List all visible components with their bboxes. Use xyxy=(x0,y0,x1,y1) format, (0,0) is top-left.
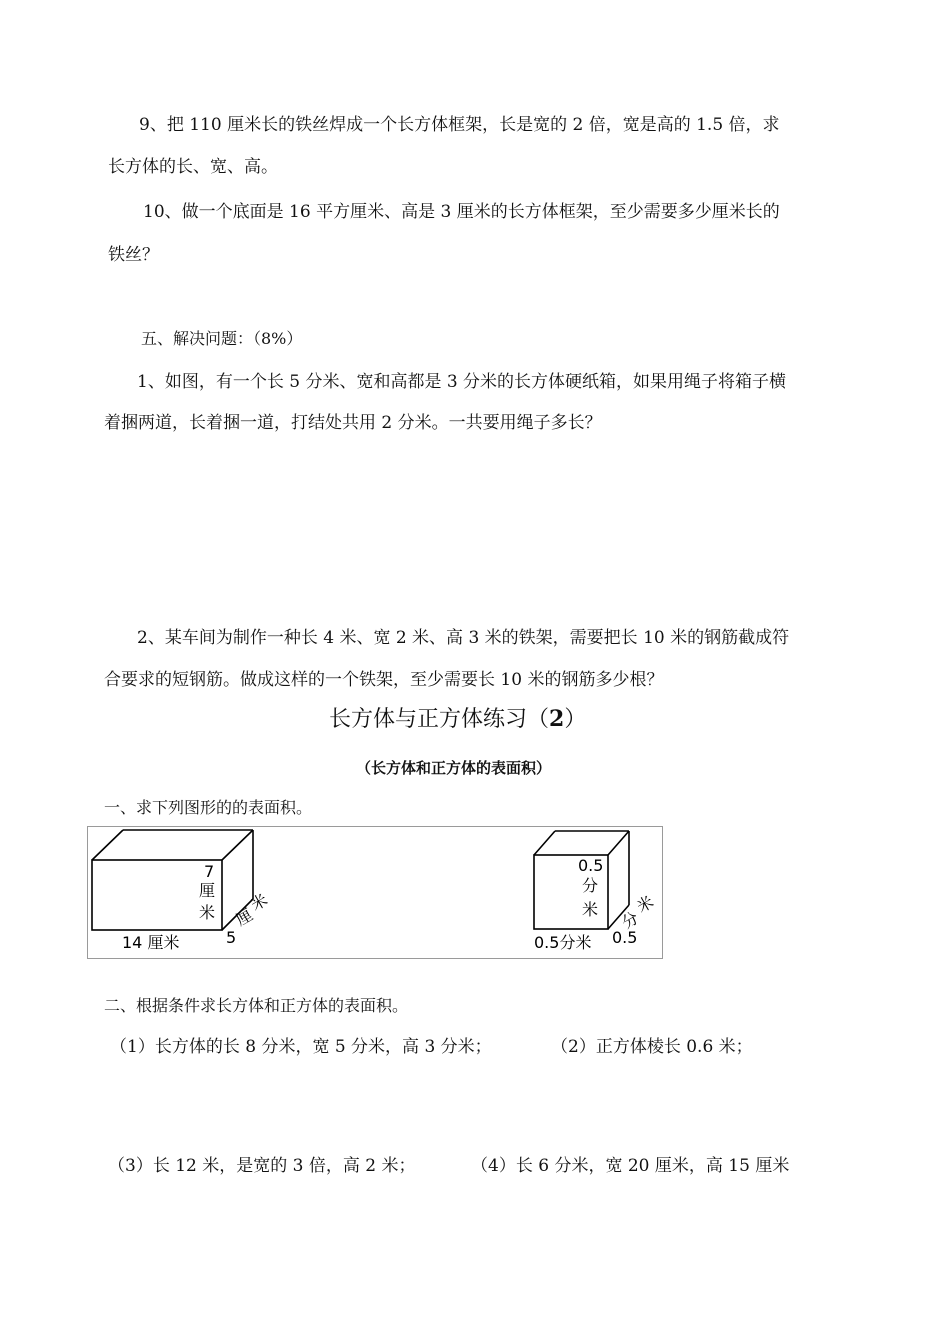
section5-heading: 五、解决问题：（8%） xyxy=(141,329,303,348)
cuboid-height-unit1: 厘 xyxy=(199,881,216,900)
part1-heading: 一、求下列图形的的表面积。 xyxy=(104,798,313,817)
cuboid-width-number: 5 xyxy=(226,928,237,947)
part2-item3: （3）长 12 米，是宽的 3 倍，高 2 米； xyxy=(108,1156,416,1176)
q10-line1: 10、做一个底面是 16 平方厘米、高是 3 厘米的长方体框架，至少需要多少厘米长的 xyxy=(143,202,780,222)
figure-box xyxy=(87,826,663,959)
part2-heading: 二、根据条件求长方体和正方体的表面积。 xyxy=(104,996,409,1015)
q10-line2: 铁丝？ xyxy=(108,245,159,265)
q9-line2: 长方体的长、宽、高。 xyxy=(108,157,278,177)
problem1-line1: 1、如图，有一个长 5 分米、宽和高都是 3 分米的长方体硬纸箱，如果用绳子将箱子横 xyxy=(137,372,787,392)
exercise-title: 长方体与正方体练习（2） xyxy=(329,706,587,732)
part2-item2: （2）正方体棱长 0.6 米； xyxy=(551,1037,753,1057)
exercise-subtitle: （长方体和正方体的表面积） xyxy=(356,759,552,777)
cube-length-label: 0.5分米 xyxy=(534,933,592,952)
cuboid-height-number: 7 xyxy=(204,862,215,881)
part2-item4: （4）长 6 分米，宽 20 厘米，高 15 厘米 xyxy=(471,1156,790,1176)
q9-line1: 9、把 110 厘米长的铁丝焊成一个长方体框架，长是宽的 2 倍，宽是高的 1.5 倍，求 xyxy=(139,115,780,135)
cuboid-width-unit1: 厘 xyxy=(232,905,256,930)
problem1-line2: 着捆两道，长着捆一道，打结处共用 2 分米。一共要用绳子多长？ xyxy=(104,413,602,433)
cube-width-unit2: 米 xyxy=(633,892,657,917)
cube-height-number: 0.5 xyxy=(578,856,604,875)
prism-figures xyxy=(88,827,664,960)
cube-width-number: 0.5 xyxy=(612,928,638,947)
cube-width-unit1: 分 xyxy=(618,908,642,933)
cuboid-figure xyxy=(92,830,253,930)
problem2-line1: 2、某车间为制作一种长 4 米、宽 2 米、高 3 米的铁架，需要把长 10 米的钢筋截成符 xyxy=(137,628,790,648)
cube-height-unit1: 分 xyxy=(582,876,599,895)
part2-item1: （1）长方体的长 8 分米，宽 5 分米，高 3 分米； xyxy=(110,1037,492,1057)
problem2-line2: 合要求的短钢筋。做成这样的一个铁架，至少需要长 10 米的钢筋多少根？ xyxy=(104,670,664,690)
cuboid-height-unit2: 米 xyxy=(199,903,216,922)
cuboid-length-label: 14 厘米 xyxy=(122,933,180,952)
cuboid-width-unit2: 米 xyxy=(247,890,271,915)
cube-height-unit2: 米 xyxy=(582,900,599,919)
